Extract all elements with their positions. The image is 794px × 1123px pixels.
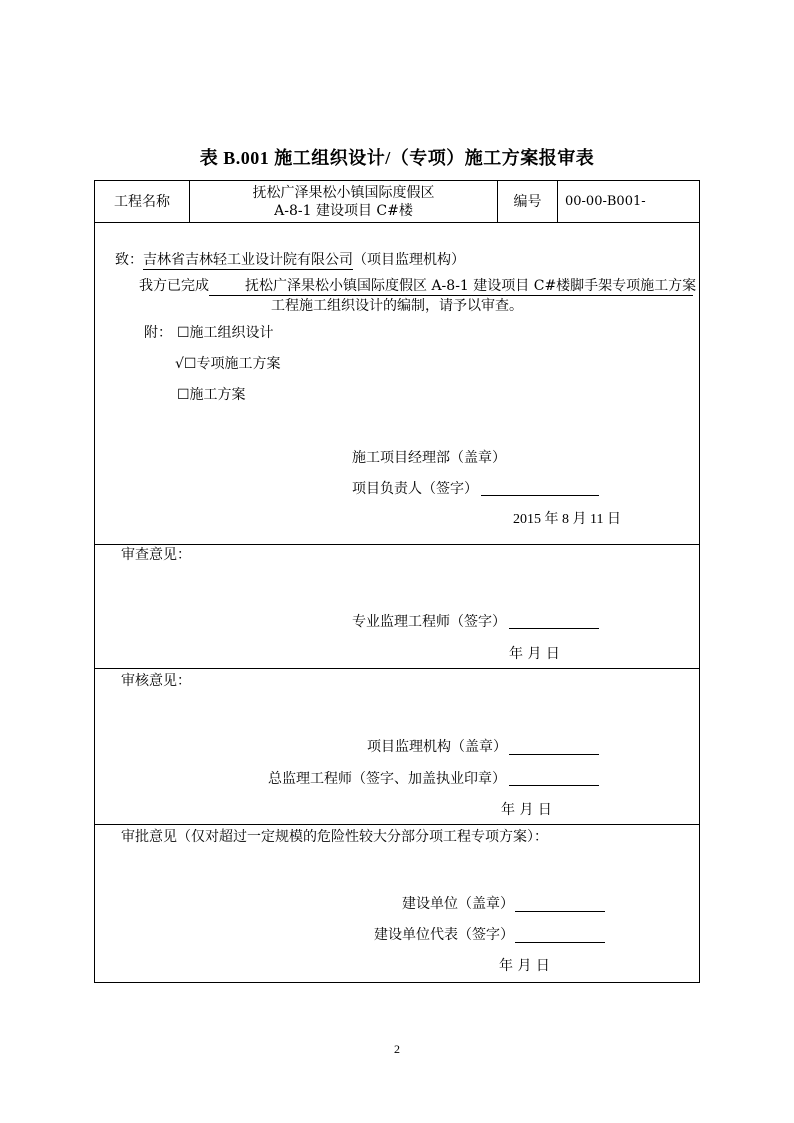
owner-representative-signature-line: [515, 942, 605, 943]
owner-representative-label: 建设单位代表（签字）: [374, 927, 514, 943]
addressee: [115, 251, 465, 270]
contractor-department: 施工项目经理部（盖章）: [352, 450, 506, 466]
audit-opinion-label: 审核意见：: [121, 673, 191, 689]
specialist-engineer-signature-line: [509, 628, 599, 629]
completed-item: 抚松广泽果松小镇国际度假区 A-8-1 建设项目 C#楼脚手架专项施工方案: [209, 277, 693, 296]
chief-engineer-signature-line: [509, 785, 599, 786]
project-name-label: 工程名称: [114, 194, 170, 210]
col-divider-3: [557, 181, 558, 222]
completed-suffix: 工程施工组织设计的编制，请予以审查。: [271, 298, 523, 314]
project-name-line1: 抚松广泽果松小镇国际度假区: [252, 185, 435, 201]
approval-form-table: [94, 180, 700, 983]
attachment-org-design: ☐施工组织设计: [177, 325, 274, 341]
section-divider-approval: [95, 824, 699, 825]
addressee-suffix: （项目监理机构）: [353, 252, 465, 268]
attachment-construction-plan: ☐施工方案: [177, 387, 246, 403]
submission-date: 2015 年 8 月 11 日: [513, 512, 621, 527]
project-manager-label: 项目负责人（签字）: [352, 481, 478, 497]
section-divider-review: [95, 544, 699, 545]
chief-engineer-label: 总监理工程师（签字、加盖执业印章）: [268, 771, 506, 787]
supervision-agency-seal-line: [509, 754, 599, 755]
addressee-prefix: 致：: [115, 252, 143, 268]
page-number: 2: [394, 1042, 400, 1056]
header-row-divider: [95, 222, 699, 223]
project-manager-signature-line: [481, 495, 599, 496]
approval-date: 年 月 日: [499, 958, 550, 974]
review-date: 年 月 日: [509, 646, 560, 662]
page-title: 表 B.001 施工组织设计/（专项）施工方案报审表: [199, 148, 595, 168]
number-value: 00-00-B001-: [565, 194, 646, 209]
addressee-org: 吉林省吉林轻工业设计院有限公司: [143, 252, 353, 268]
review-opinion-label: 审查意见：: [121, 547, 191, 563]
number-label: 编号: [513, 194, 542, 210]
owner-unit-label: 建设单位（盖章）: [402, 896, 514, 912]
supervision-agency-label: 项目监理机构（盖章）: [367, 739, 507, 755]
specialist-engineer-label: 专业监理工程师（签字）: [352, 614, 506, 630]
approval-opinion-label: 审批意见（仅对超过一定规模的危险性较大分部分项工程专项方案）：: [121, 829, 548, 845]
attachment-special-plan: √☐专项施工方案: [175, 356, 281, 372]
project-name-line2: A-8-1 建设项目 C#楼: [274, 203, 413, 219]
completed-prefix: 我方已完成: [139, 278, 209, 294]
owner-unit-seal-line: [515, 911, 605, 912]
section-divider-audit: [95, 668, 699, 669]
audit-date: 年 月 日: [501, 802, 552, 818]
attachments-label: 附：: [144, 325, 172, 341]
